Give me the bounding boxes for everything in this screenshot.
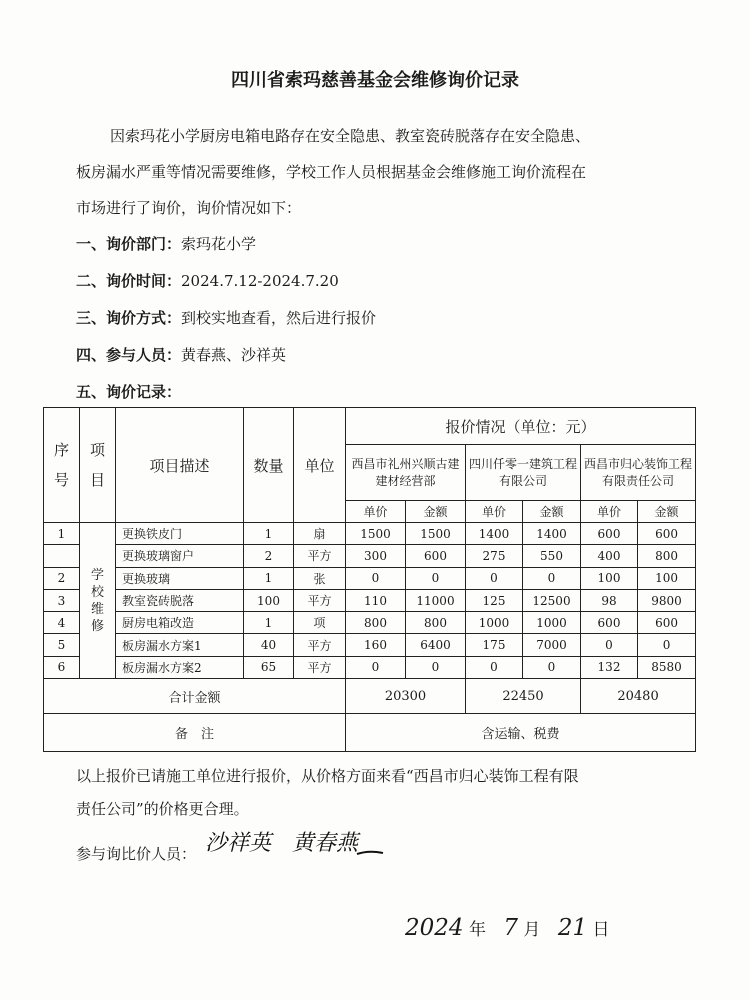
cell-description: 更换玻璃 [116, 567, 244, 589]
cell-price: 0 [581, 634, 638, 656]
cell-seq [44, 545, 80, 567]
company-1-name: 西昌市礼州兴顺古建建材经营部 [346, 445, 466, 501]
total-company-2: 22450 [466, 679, 581, 714]
cell-price: 400 [581, 545, 638, 567]
cell-quantity: 1 [244, 523, 294, 545]
signature-1: 沙祥英 [205, 831, 272, 856]
cell-description: 厨房电箱改造 [116, 612, 244, 634]
company-2-name: 四川仟零一建筑工程有限公司 [466, 445, 581, 501]
cell-quantity: 100 [244, 589, 294, 611]
total-label: 合计金额 [44, 679, 346, 714]
header-price: 单价 [466, 501, 523, 523]
cell-price: 600 [581, 612, 638, 634]
cell-amount: 8580 [638, 656, 696, 678]
table-row [44, 656, 696, 678]
cell-price: 800 [346, 612, 406, 634]
conclusion [76, 760, 696, 826]
item-label: 一、询价部门： [76, 235, 182, 253]
item-value: 2024.7.12-2024.7.20 [181, 272, 339, 290]
header-amount: 金额 [523, 501, 581, 523]
cell-price: 0 [466, 656, 523, 678]
intro-line-1: 因索玛花小学厨房电箱电路存在安全隐患、教室瓷砖脱落存在安全隐患、 [110, 127, 591, 145]
header-unit: 单位 [294, 408, 346, 523]
cell-unit: 平方 [294, 589, 346, 611]
cell-description: 更换玻璃窗户 [116, 545, 244, 567]
table-row [44, 634, 696, 656]
document-title: 四川省索玛慈善基金会维修询价记录 [231, 70, 519, 91]
cell-amount: 600 [406, 545, 466, 567]
total-company-1: 20300 [346, 679, 466, 714]
table-row [44, 589, 696, 611]
cell-quantity: 2 [244, 545, 294, 567]
item-label: 五、询价记录： [76, 383, 182, 401]
cell-amount: 1000 [523, 612, 581, 634]
header-description: 项目描述 [116, 408, 244, 523]
cell-amount: 100 [638, 567, 696, 589]
item-value: 黄春燕、沙祥英 [181, 346, 287, 364]
cell-description: 板房漏水方案2 [116, 656, 244, 678]
cell-amount: 0 [406, 656, 466, 678]
table-row [44, 612, 696, 634]
cell-amount: 600 [638, 523, 696, 545]
item-value: 到校实地查看，然后进行报价 [181, 309, 377, 327]
item-time [76, 270, 339, 291]
table-row [44, 567, 696, 589]
cell-seq: 5 [44, 634, 80, 656]
cell-unit: 平方 [294, 634, 346, 656]
header-quantity: 数量 [244, 408, 294, 523]
cell-quantity: 1 [244, 612, 294, 634]
cell-amount: 6400 [406, 634, 466, 656]
item-value: 索玛花小学 [181, 235, 257, 253]
header-amount: 金额 [406, 501, 466, 523]
header-project: 项 目 [80, 408, 116, 523]
project-category-text: 学校维修 [90, 567, 104, 634]
cell-project-category [80, 523, 116, 679]
signature-flourish [355, 848, 385, 860]
date-month: 7 [503, 915, 518, 941]
cell-unit: 张 [294, 567, 346, 589]
cell-quantity: 40 [244, 634, 294, 656]
date-day: 21 [557, 915, 588, 941]
company-3-name: 西昌市归心装饰工程有限责任公司 [581, 445, 696, 501]
signature-2: 黄春燕 [292, 831, 359, 856]
cell-quantity: 1 [244, 567, 294, 589]
cell-price: 1500 [346, 523, 406, 545]
cell-description: 教室瓷砖脱落 [116, 589, 244, 611]
cell-unit: 平方 [294, 545, 346, 567]
cell-seq: 4 [44, 612, 80, 634]
cell-amount: 600 [638, 612, 696, 634]
cell-amount: 800 [638, 545, 696, 567]
item-method [76, 307, 376, 328]
intro-line-2: 板房漏水严重等情况需要维修，学校工作人员根据基金会维修施工询价流程在 [76, 163, 587, 181]
cell-price: 0 [466, 567, 523, 589]
cell-amount: 1400 [523, 523, 581, 545]
cell-unit: 扇 [294, 523, 346, 545]
item-records [76, 381, 181, 402]
cell-amount: 9800 [638, 589, 696, 611]
cell-price: 98 [581, 589, 638, 611]
cell-seq: 2 [44, 567, 80, 589]
item-label: 二、询价时间： [76, 272, 182, 290]
item-department [76, 233, 256, 254]
conclusion-line-1: 以上报价已请施工单位进行报价，从价格方面来看“西昌市归心装饰工程有限 [76, 767, 579, 785]
cell-unit: 平方 [294, 656, 346, 678]
header-price: 单价 [581, 501, 638, 523]
conclusion-line-2: 责任公司”的价格更合理。 [76, 800, 249, 818]
cell-price: 132 [581, 656, 638, 678]
cell-price: 0 [346, 656, 406, 678]
cell-price: 125 [466, 589, 523, 611]
cell-amount: 0 [638, 634, 696, 656]
date-day-suffix: 日 [592, 920, 610, 940]
item-label: 四、参与人员： [76, 346, 182, 364]
cell-amount: 0 [523, 656, 581, 678]
note-value: 含运输、税费 [346, 714, 696, 752]
cell-price: 160 [346, 634, 406, 656]
date [405, 915, 610, 941]
cell-amount: 550 [523, 545, 581, 567]
cell-price: 0 [346, 567, 406, 589]
cell-amount: 12500 [523, 589, 581, 611]
cell-amount: 7000 [523, 634, 581, 656]
header-seq: 序 号 [44, 408, 80, 523]
header-price: 单价 [346, 501, 406, 523]
cell-price: 600 [581, 523, 638, 545]
cell-description: 板房漏水方案1 [116, 634, 244, 656]
header-quote: 报价情况（单位：元） [346, 408, 696, 445]
cell-price: 300 [346, 545, 406, 567]
date-year-suffix: 年 [468, 920, 486, 940]
participants-label: 参与询比价人员： [76, 845, 197, 863]
total-company-3: 20480 [581, 679, 696, 714]
note-label: 备 注 [44, 714, 346, 752]
cell-price: 100 [581, 567, 638, 589]
item-label: 三、询价方式： [76, 309, 182, 327]
cell-price: 1000 [466, 612, 523, 634]
cell-amount: 11000 [406, 589, 466, 611]
cell-seq: 6 [44, 656, 80, 678]
cell-unit: 项 [294, 612, 346, 634]
cell-price: 175 [466, 634, 523, 656]
cell-description: 更换铁皮门 [116, 523, 244, 545]
cell-quantity: 65 [244, 656, 294, 678]
quote-table [43, 407, 696, 752]
cell-price: 110 [346, 589, 406, 611]
cell-amount: 1500 [406, 523, 466, 545]
item-participants [76, 344, 286, 365]
cell-seq: 3 [44, 589, 80, 611]
cell-price: 1400 [466, 523, 523, 545]
date-month-suffix: 月 [523, 920, 541, 940]
table-row [44, 545, 696, 567]
cell-amount: 0 [406, 567, 466, 589]
table-row [44, 523, 696, 545]
intro-paragraph [76, 118, 686, 226]
cell-amount: 0 [523, 567, 581, 589]
cell-amount: 800 [406, 612, 466, 634]
cell-seq: 1 [44, 523, 80, 545]
header-amount: 金额 [638, 501, 696, 523]
intro-line-3: 市场进行了询价，询价情况如下： [76, 199, 302, 217]
date-year: 2024 [405, 915, 464, 941]
cell-price: 275 [466, 545, 523, 567]
